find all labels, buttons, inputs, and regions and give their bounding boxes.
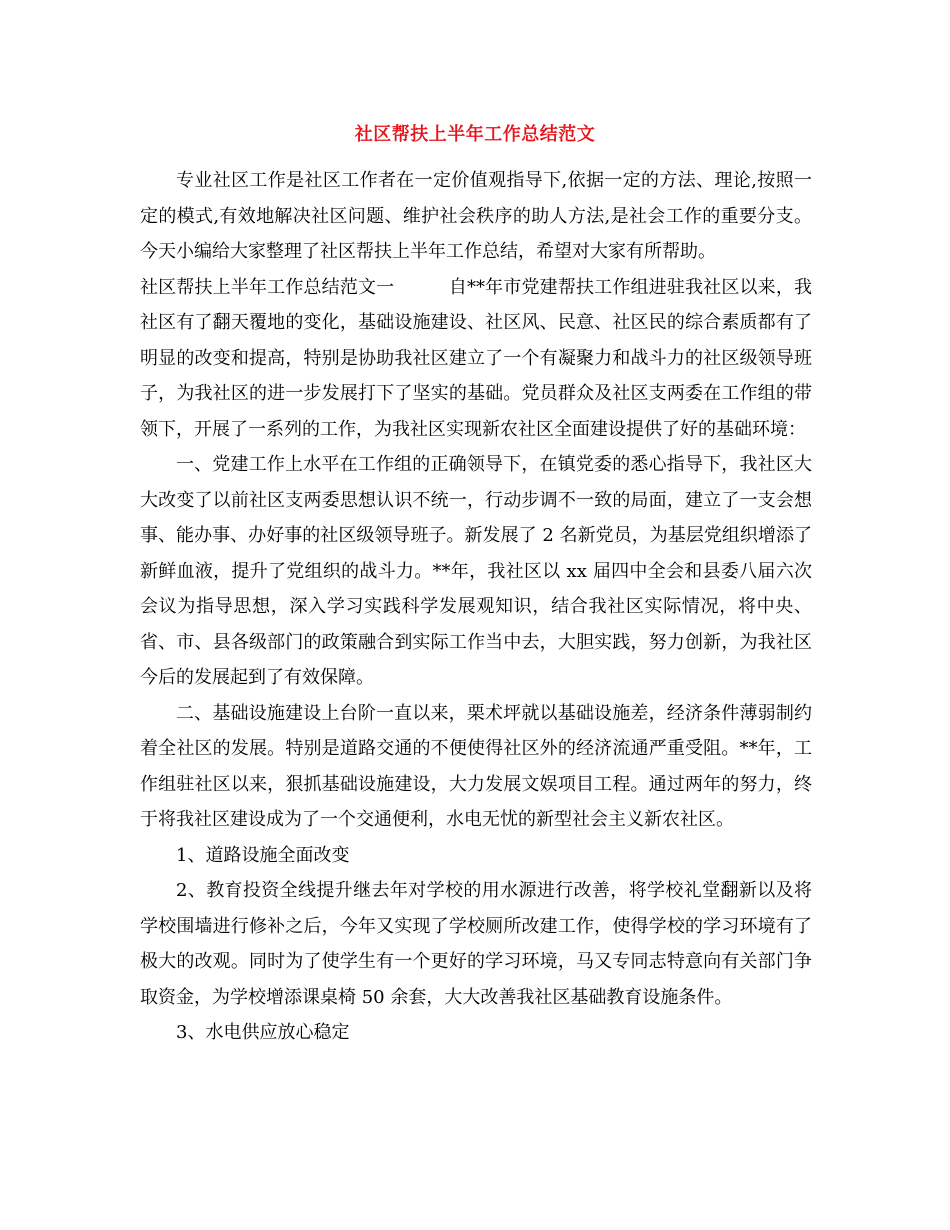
paragraph-intro: 专业社区工作是社区工作者在一定价值观指导下,依据一定的方法、理论,按照一定的模式,有效地解决社区问题、维护社会秩序的助人方法,是社会工作的重要分支。今天小编给大家整理了社区帮扶上半年工作总结，希望对大家有所帮助。 bbox=[140, 170, 812, 262]
paragraph-education: 2、教育投资全线提升继去年对学校的用水源进行改善，将学校礼堂翻新以及将学校围墙进行修补之后，今年又实现了学校厕所改建工作，使得学校的学习环境有了极大的改观。同时为了使学生有一个更好的学习环境，马又专同志特意向有关部门争取资金，为学校增添课桌椅 50 余套，大大改善我社区基础教育设施条件。 bbox=[140, 880, 812, 1008]
paragraph-section-one: 社区帮扶上半年工作总结范文一 自**年市党建帮扶工作组进驻我社区以来，我社区有了翻天覆地的变化，基础设施建设、社区风、民意、社区民的综合素质都有了明显的改变和提高，特别是协助我社区建立了一个有凝聚力和战斗力的社区级领导班子，为我社区的进一步发展打下了坚实的基础。党员群众及社区支两委在工作组的带领下，开展了一系列的工作，为我社区实现新农社区全面建设提供了好的基础环境： bbox=[140, 276, 812, 440]
paragraph-party-building: 一、党建工作上水平在工作组的正确领导下，在镇党委的悉心指导下，我社区大大改变了以前社区支两委思想认识不统一，行动步调不一致的局面，建立了一支会想事、能办事、办好事的社区级领导班子。新发展了 2 名新党员，为基层党组织增添了新鲜血液，提升了党组织的战斗力。**年，我社区以 xx 届四中全会和县委八届六次会议为指导思想，深入学习实践科学发展观知识，结合我社区实际情况，将中央、省、市、县各级部门的政策融合到实际工作当中去，大胆实践，努力创新，为我社区今后的发展起到了有效保障。 bbox=[140, 454, 812, 688]
paragraph-infrastructure: 二、基础设施建设上台阶一直以来，栗术坪就以基础设施差，经济条件薄弱制约着全社区的发展。特别是道路交通的不便使得社区外的经济流通严重受阻。**年，工作组驻社区以来，狠抓基础设施建设，大力发展文娱项目工程。通过两年的努力，终于将我社区建设成为了一个交通便利，水电无忧的新型社会主义新农社区。 bbox=[140, 702, 812, 830]
document-title: 社区帮扶上半年工作总结范文 bbox=[354, 124, 596, 145]
paragraph-road-facilities: 1、道路设施全面改变 bbox=[176, 844, 350, 866]
document-body bbox=[140, 163, 812, 1051]
paragraph-water-power: 3、水电供应放心稳定 bbox=[176, 1022, 350, 1043]
